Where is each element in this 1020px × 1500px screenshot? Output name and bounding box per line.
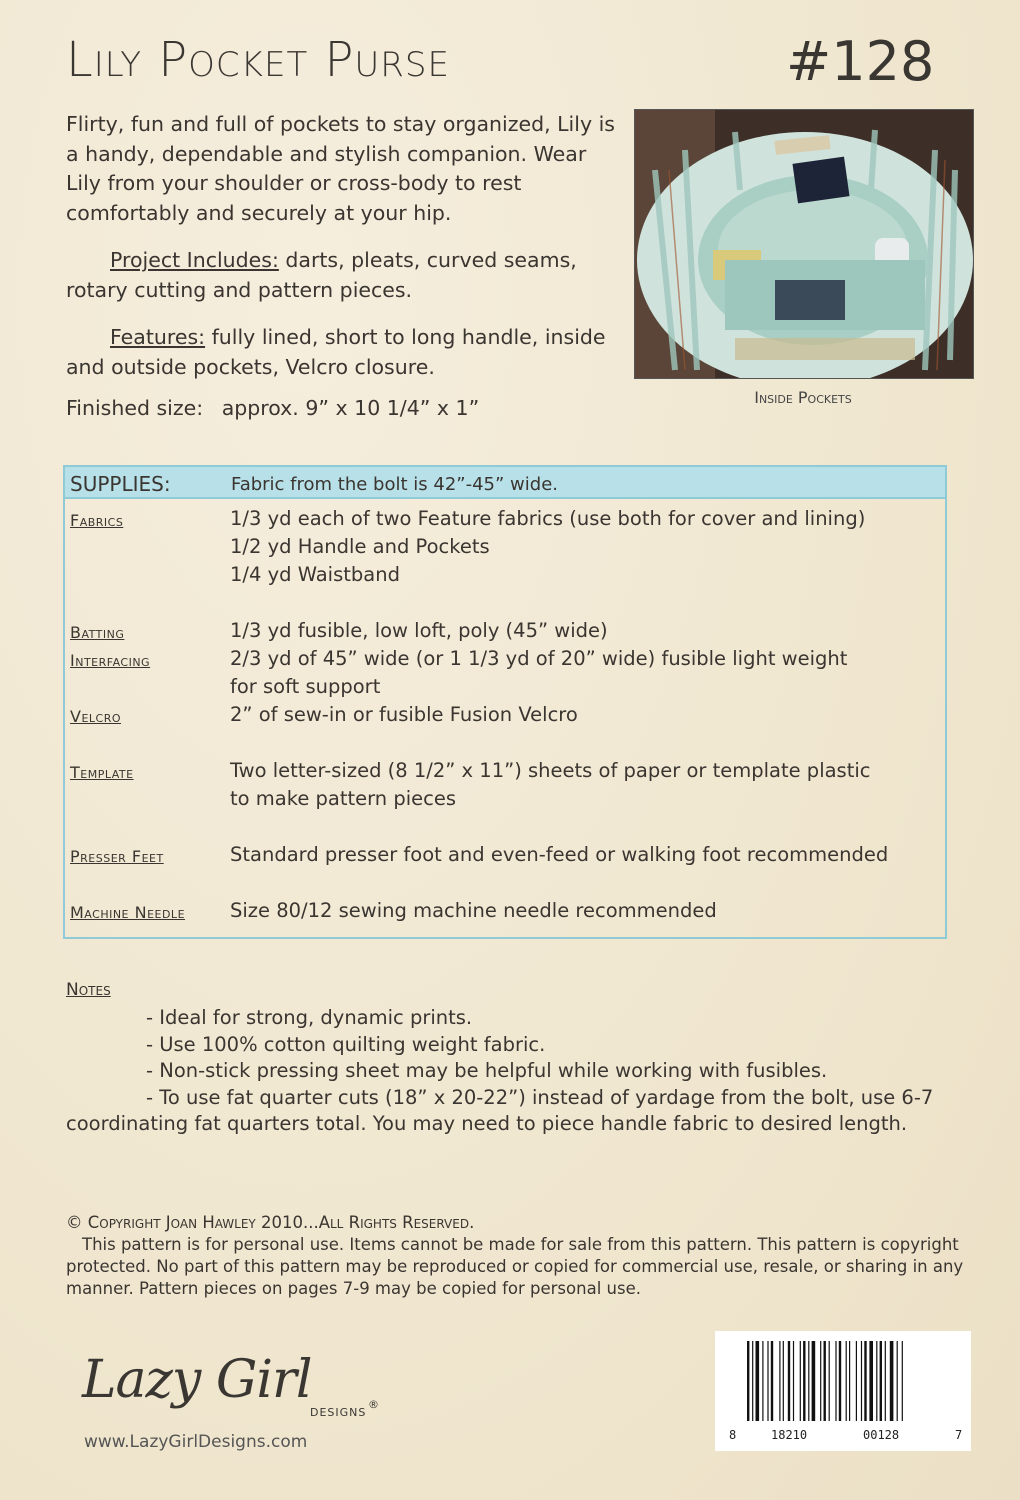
supply-line: 2/3 yd of 45” wide (or 1 1/3 yd of 20” wide) fusible light weight xyxy=(230,647,848,670)
barcode-bar xyxy=(824,1341,826,1421)
photo-caption: Inside Pockets xyxy=(754,388,852,407)
logo-sub: DESIGNS xyxy=(310,1406,367,1419)
supply-label: Presser Feet xyxy=(70,847,164,866)
barcode-bar xyxy=(885,1341,886,1421)
note-item: - Use 100% cotton quilting weight fabric. xyxy=(146,1032,546,1056)
barcode-bar xyxy=(902,1341,903,1421)
supply-line: Size 80/12 sewing machine needle recommended xyxy=(230,899,717,922)
barcode-digits: 00128 xyxy=(863,1428,900,1442)
supply-line: to make pattern pieces xyxy=(230,787,457,810)
supply-row-template xyxy=(70,757,940,813)
barcode-bar xyxy=(788,1341,790,1421)
pattern-number: #128 xyxy=(786,30,935,93)
barcode-bar xyxy=(839,1341,841,1421)
features-text: fully lined, short to long handle, inside and outside pockets, Velcro closure. xyxy=(66,325,606,379)
barcode-bar xyxy=(846,1341,847,1421)
barcode-bar xyxy=(876,1341,877,1421)
supply-row-presser-feet xyxy=(70,841,940,869)
barcode-digit: 7 xyxy=(955,1428,963,1442)
supply-row-batting xyxy=(70,617,940,645)
pattern-title: Lily Pocket Purse xyxy=(66,32,450,88)
supply-label: Fabrics xyxy=(70,511,124,530)
barcode xyxy=(715,1331,971,1451)
finished-size-value: approx. 9” x 10 1/4” x 1” xyxy=(221,396,480,420)
copyright-body: This pattern is for personal use. Items cannot be made for sale from this pattern. This pattern is copyright protected. No part of this pattern may be reproduced or copied for commercial use, resale, or sharing in any manner. Pattern pieces on pages 7-9 may be copied for personal use. xyxy=(66,1235,964,1298)
inside-pockets-photo xyxy=(634,109,974,379)
barcode-bar xyxy=(771,1341,773,1421)
project-includes-text: darts, pleats, curved seams, rotary cutting and pattern pieces. xyxy=(66,248,577,302)
supply-line: 1/3 yd each of two Feature fabrics (use both for cover and lining) xyxy=(230,507,866,530)
supply-label: Interfacing xyxy=(70,651,151,670)
supply-row-velcro xyxy=(70,701,940,729)
website-url: www.LazyGirlDesigns.com xyxy=(84,1432,308,1452)
barcode-bar xyxy=(897,1341,898,1421)
supply-line: 1/3 yd fusible, low loft, poly (45” wide) xyxy=(230,619,608,642)
barcode-bar xyxy=(880,1341,882,1421)
barcode-bar xyxy=(783,1341,784,1421)
supply-line: for soft support xyxy=(230,675,381,698)
barcode-bar xyxy=(808,1341,809,1421)
notes-heading: Notes xyxy=(66,980,111,1000)
lazy-girl-logo xyxy=(82,1350,382,1420)
supply-row-interfacing xyxy=(70,645,940,701)
project-includes-label: Project Includes: xyxy=(110,248,279,272)
note-item: - Ideal for strong, dynamic prints. xyxy=(146,1006,473,1029)
barcode-bar xyxy=(812,1341,816,1421)
barcode-bar xyxy=(820,1341,821,1421)
barcode-bar xyxy=(849,1341,850,1421)
features-label: Features: xyxy=(110,325,206,349)
barcode-bar xyxy=(869,1341,873,1421)
purse-illustration xyxy=(635,110,973,378)
supply-line: 1/4 yd Waistband xyxy=(230,563,400,586)
supply-line: Two letter-sized (8 1/2” x 11”) sheets of paper or template plastic xyxy=(230,759,871,782)
logo-reg: ® xyxy=(368,1398,379,1411)
barcode-bar xyxy=(793,1341,794,1421)
notes-list xyxy=(66,1005,946,1138)
supply-row-fabrics xyxy=(70,505,940,589)
intro-section xyxy=(66,110,626,400)
copyright-line: © Copyright Joan Hawley 2010...All Rights Reserved. xyxy=(66,1213,475,1232)
barcode-bar xyxy=(829,1341,830,1421)
finished-size xyxy=(66,396,479,420)
barcode-bar xyxy=(779,1341,780,1421)
barcode-bar xyxy=(762,1341,763,1421)
note-item: - To use fat quarter cuts (18” x 20-22”) instead of yardage from the bolt, use 6-7 coordinating fat quarters total. You may need to piece handle fabric to desired length. xyxy=(66,1085,934,1135)
barcode-bars xyxy=(747,1341,957,1421)
supply-label: Template xyxy=(70,763,134,782)
supply-line: 1/2 yd Handle and Pockets xyxy=(230,535,490,558)
barcode-bar xyxy=(752,1341,753,1421)
intro-description: Flirty, fun and full of pockets to stay organized, Lily is a handy, dependable and stylish companion. Wear Lily from your shoulder or cross-body to rest comfortably and securely at your hip. xyxy=(66,112,615,225)
finished-size-label: Finished size: xyxy=(66,396,204,420)
supplies-header xyxy=(65,467,945,499)
copyright-notice xyxy=(66,1212,966,1300)
supplies-title: SUPPLIES: xyxy=(70,472,171,496)
supply-label: Batting xyxy=(70,623,125,642)
barcode-bar xyxy=(756,1341,760,1421)
supply-label: Machine Needle xyxy=(70,903,186,922)
logo-name: Lazy Girl xyxy=(82,1350,312,1410)
barcode-bar xyxy=(861,1341,862,1421)
barcode-bar xyxy=(835,1341,836,1421)
supplies-note: Fabric from the bolt is 42”-45” wide. xyxy=(231,474,558,495)
supply-label: Velcro xyxy=(70,707,122,726)
supplies-table xyxy=(63,465,947,939)
barcode-bar xyxy=(856,1341,857,1421)
barcode-bar xyxy=(890,1341,894,1421)
barcode-digit: 8 xyxy=(729,1428,737,1442)
project-includes xyxy=(66,246,626,305)
barcode-bar xyxy=(864,1341,866,1421)
note-item: - Non-stick pressing sheet may be helpful while working with fusibles. xyxy=(146,1059,828,1082)
supply-line: 2” of sew-in or fusible Fusion Velcro xyxy=(230,703,578,726)
features xyxy=(66,323,626,382)
supply-row-machine-needle xyxy=(70,897,940,925)
barcode-bar xyxy=(767,1341,768,1421)
barcode-digits: 18210 xyxy=(771,1428,808,1442)
supply-line: Standard presser foot and even-feed or walking foot recommended xyxy=(230,843,889,866)
barcode-bar xyxy=(747,1341,749,1421)
barcode-bar xyxy=(803,1341,805,1421)
barcode-bar xyxy=(800,1341,801,1421)
